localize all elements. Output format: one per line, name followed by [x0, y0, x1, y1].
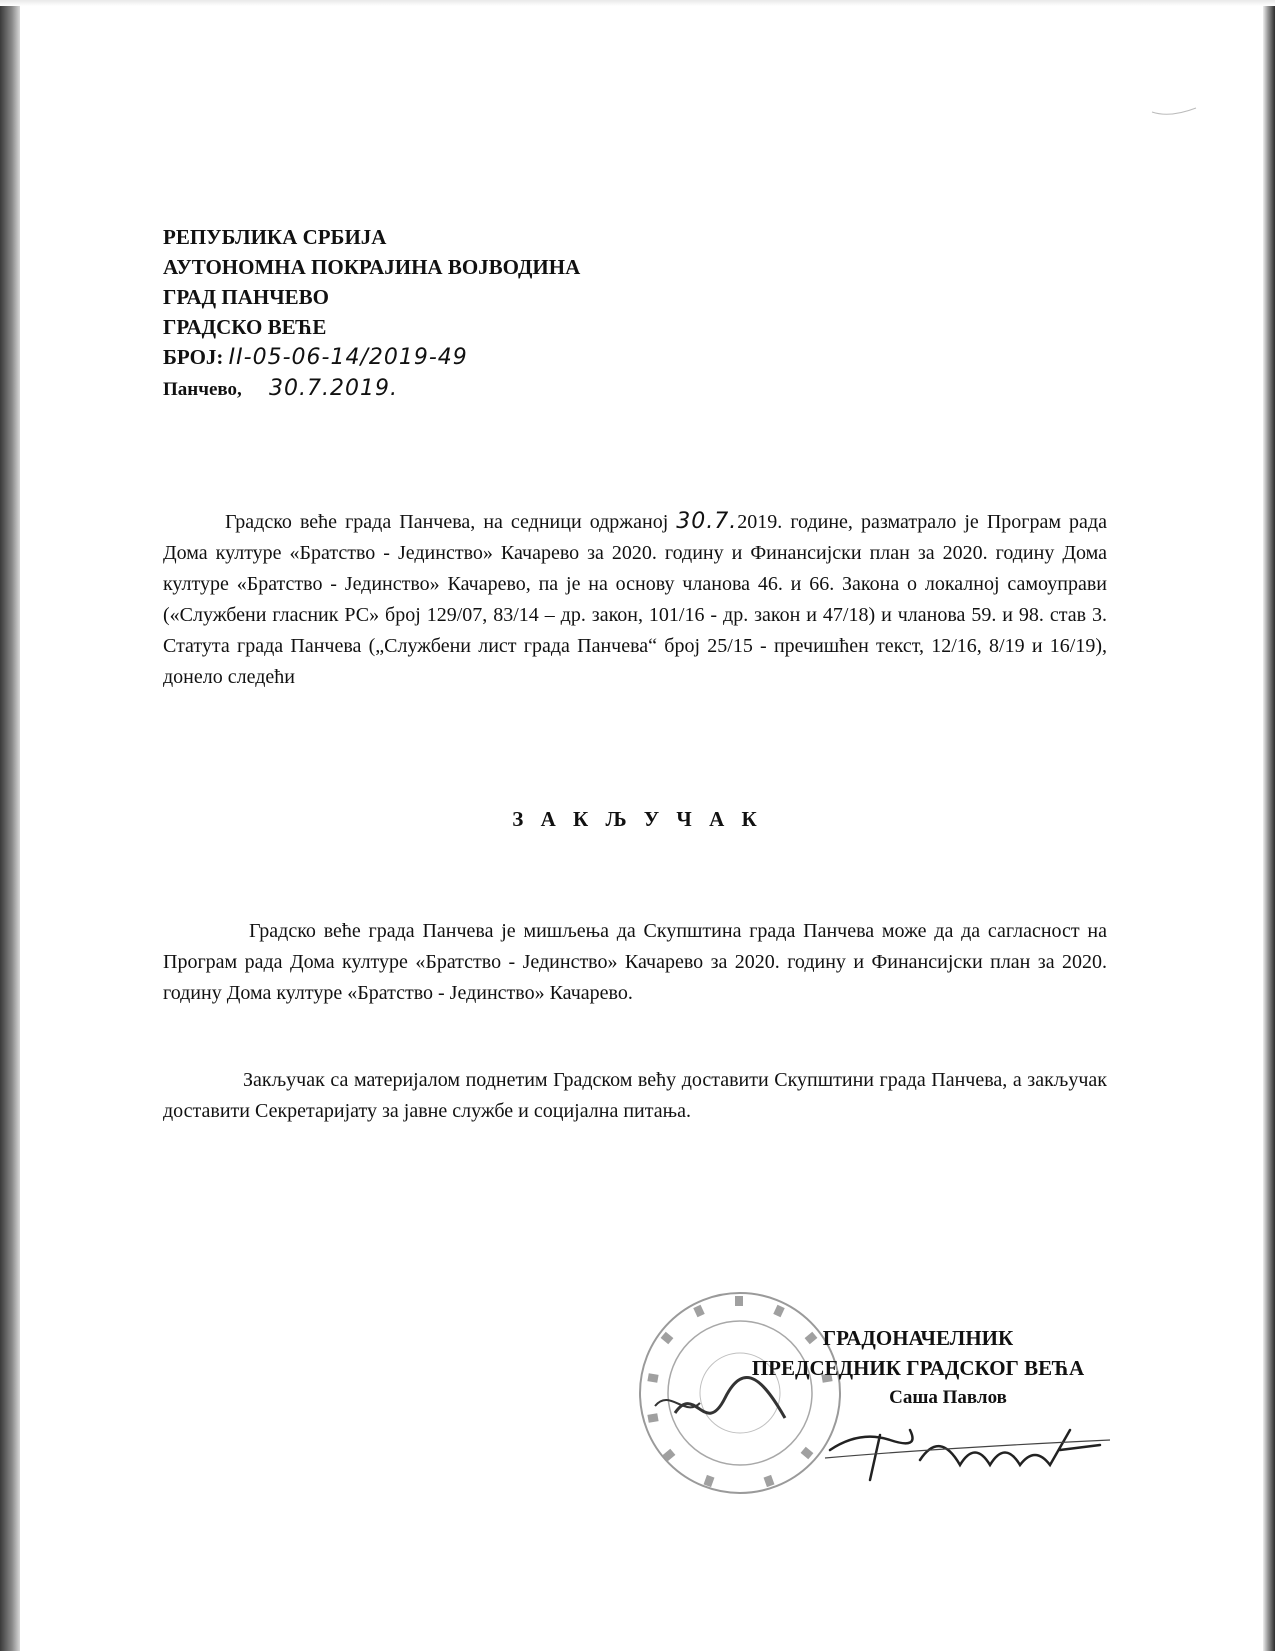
- document-header: [163, 222, 580, 405]
- place-label: Панчево,: [163, 379, 242, 400]
- intro-paragraph: [163, 506, 1107, 693]
- header-city: ГРАД ПАНЧЕВО: [163, 285, 329, 309]
- conclusion-text-2: Закључак са материјалом поднетим Градском већу доставити Скупштини града Панчева, а закључак доставити Секретаријату за јавне службе и социјална питања.: [163, 1069, 1107, 1122]
- signature-block: [718, 1323, 1118, 1413]
- signatory-name: Саша Павлов: [889, 1387, 1007, 1408]
- document-date-value: 30.7.2019.: [269, 376, 398, 401]
- intro-text-rest: 2019. године, разматрало је Програм рада Дома културе «Братство - Јединство» Качарево за 2020. годину и Финансијски план за 2020. годину Дома културе «Братство - Јединство» Качарево, па је на основу чланова 46. и 66. Закона о локалној самоуправи («Службени гласник РС» број 129/07, 83/14 – др. закон, 101/16 - др. закон и 47/18) и чланова 59. и 98. став 3. Статута града Панчева („Службени лист града Панчева“ број 25/15 - пречишћен текст, 12/16, 8/19 и 16/19), донело следећи: [163, 511, 1107, 688]
- signatory-title-president: ПРЕДСЕДНИК ГРАДСКОГ ВЕЋА: [751, 1356, 1085, 1380]
- document-place-date: [163, 373, 580, 405]
- header-country: РЕПУБЛИКА СРБИЈА: [163, 225, 387, 249]
- conclusion-paragraph-1: [163, 916, 1107, 1009]
- intro-text-start: Градско веће града Панчева, на седници одржаној: [225, 511, 669, 533]
- conclusion-paragraph-2: [163, 1065, 1107, 1127]
- stray-mark-icon: [1150, 100, 1200, 120]
- header-council: ГРАДСКО ВЕЋЕ: [163, 315, 327, 339]
- conclusion-text-1: Градско веће града Панчева је мишљења да Скупштина града Панчева може да да сагласност на Програм рада Дома културе «Братство - Јединство» Качарево за 2020. годину и Финансијски план за 2020. годину Дома културе «Братство - Јединство» Качарево.: [163, 920, 1107, 1004]
- document-number-value: II-05-06-14/2019-49: [228, 345, 468, 370]
- scan-edge-top: [0, 0, 1275, 6]
- document-number-label: БРОЈ:: [163, 345, 224, 369]
- signatory-title-mayor: ГРАДОНАЧЕЛНИК: [822, 1326, 1014, 1350]
- header-province: АУТОНОМНА ПОКРАЈИНА ВОЈВОДИНА: [163, 255, 581, 279]
- document-title: З А К Љ У Ч А К: [512, 807, 763, 831]
- document-number: [163, 342, 580, 373]
- handwritten-signature-icon: [820, 1410, 1120, 1490]
- session-date-handwritten: 30.7.: [676, 509, 738, 534]
